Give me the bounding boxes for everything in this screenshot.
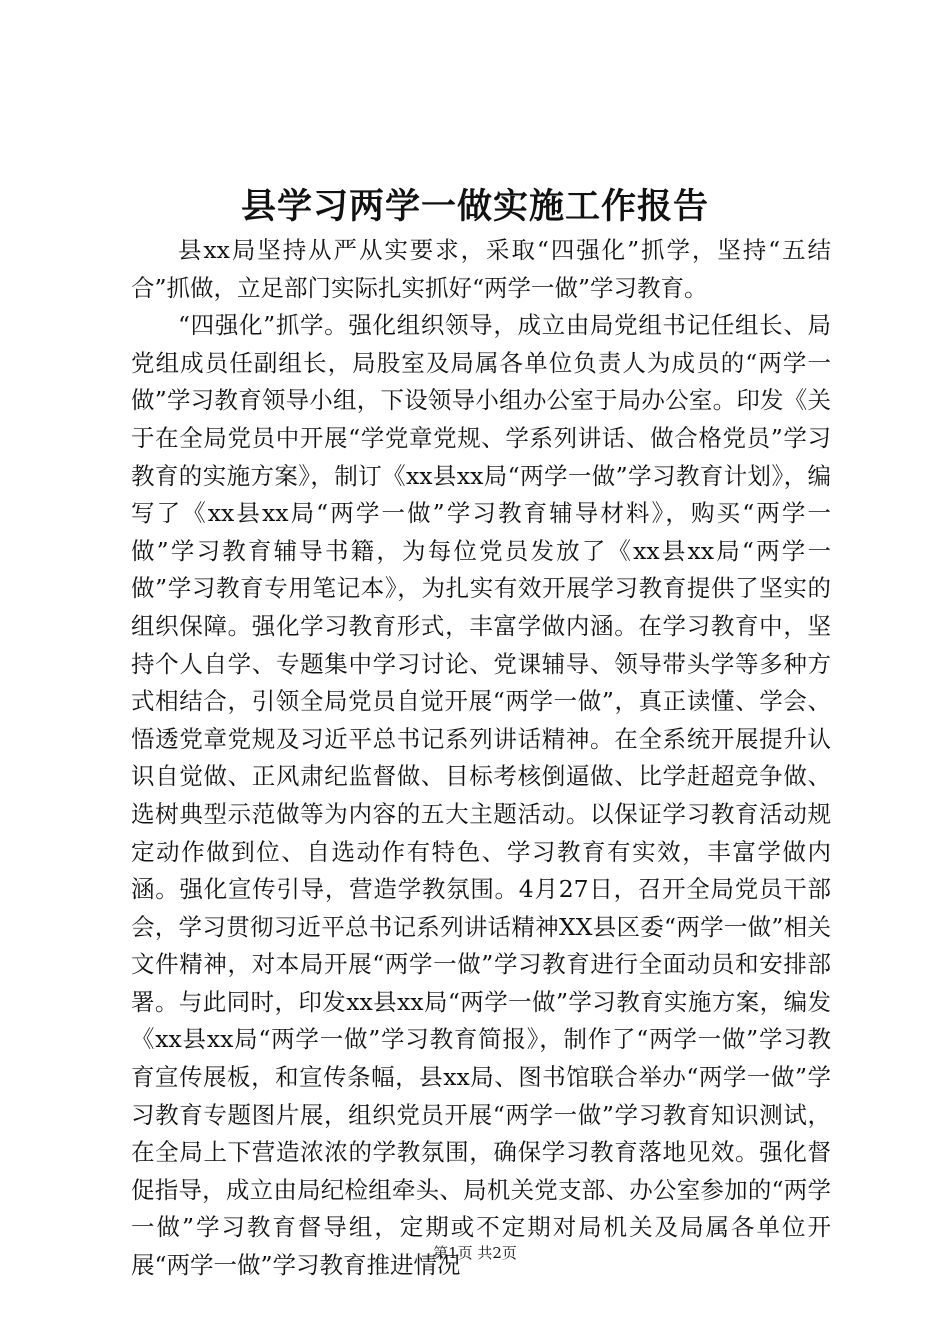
- paragraph-four-strengthen: “四强化”抓学。强化组织领导，成立由局党组书记任组长、局党组成员任副组长，局股室及局属各单位负责人为成员的“两学一做”学习教育领导小组，下设领导小组办公室于局办公室。印发《关于在全局党员中开展“学党章党规、学系列讲话、做合格党员”学习教育的实施方案》，制订《xx县xx局“两学一做”学习教育计划》，编写了《xx县xx局“两学一做”学习教育辅导材料》，购买“两学一做”学习教育辅导书籍，为每位党员发放了《xx县xx局“两学一做”学习教育专用笔记本》，为扎实有效开展学习教育提供了坚实的组织保障。强化学习教育形式，丰富学做内涵。在学习教育中，坚持个人自学、专题集中学习讨论、党课辅导、领导带头学等多种方式相结合，引领全局党员自觉开展“两学一做”，真正读懂、学会、悟透党章党规及习近平总书记系列讲话精神。在全系统开展提升认识自觉做、正风肃纪监督做、目标考核倒逼做、比学赶超竞争做、选树典型示范做等为内容的五大主题活动。以保证学习教育活动规定动作做到位、自选动作有特色、学习教育有实效，丰富学做内涵。强化宣传引导，营造学教氛围。4月27日，召开全局党员干部会，学习贯彻习近平总书记系列讲话精神XX县区委“两学一做”相关文件精神，对本局开展“两学一做”学习教育进行全面动员和安排部署。与此同时，印发xx县xx局“两学一做”学习教育实施方案，编发《xx县xx局“两学一做”学习教育简报》，制作了“两学一做”学习教育宣传展板，和宣传条幅，县xx局、图书馆联合举办“两学一做”学习教育专题图片展，组织党员开展“两学一做”学习教育知识测试，在全局上下营造浓浓的学教氛围，确保学习教育落地见效。强化督促指导，成立由局纪检组牵头、局机关党支部、办公室参加的“两学一做”学习教育督导组，定期或不定期对局机关及局属各单位开展“两学一做”学习教育推进情况: [131, 311, 831, 1280]
- paragraph-intro: 县xx局坚持从严从实要求，采取“四强化”抓学，坚持“五结合”抓做，立足部门实际扎实抓好“两学一做”学习教育。: [131, 236, 831, 302]
- document-body: [131, 232, 831, 1285]
- document-title: 县学习两学一做实施工作报告: [240, 186, 709, 227]
- page-number-footer: 第1页 共2页: [433, 1244, 517, 1262]
